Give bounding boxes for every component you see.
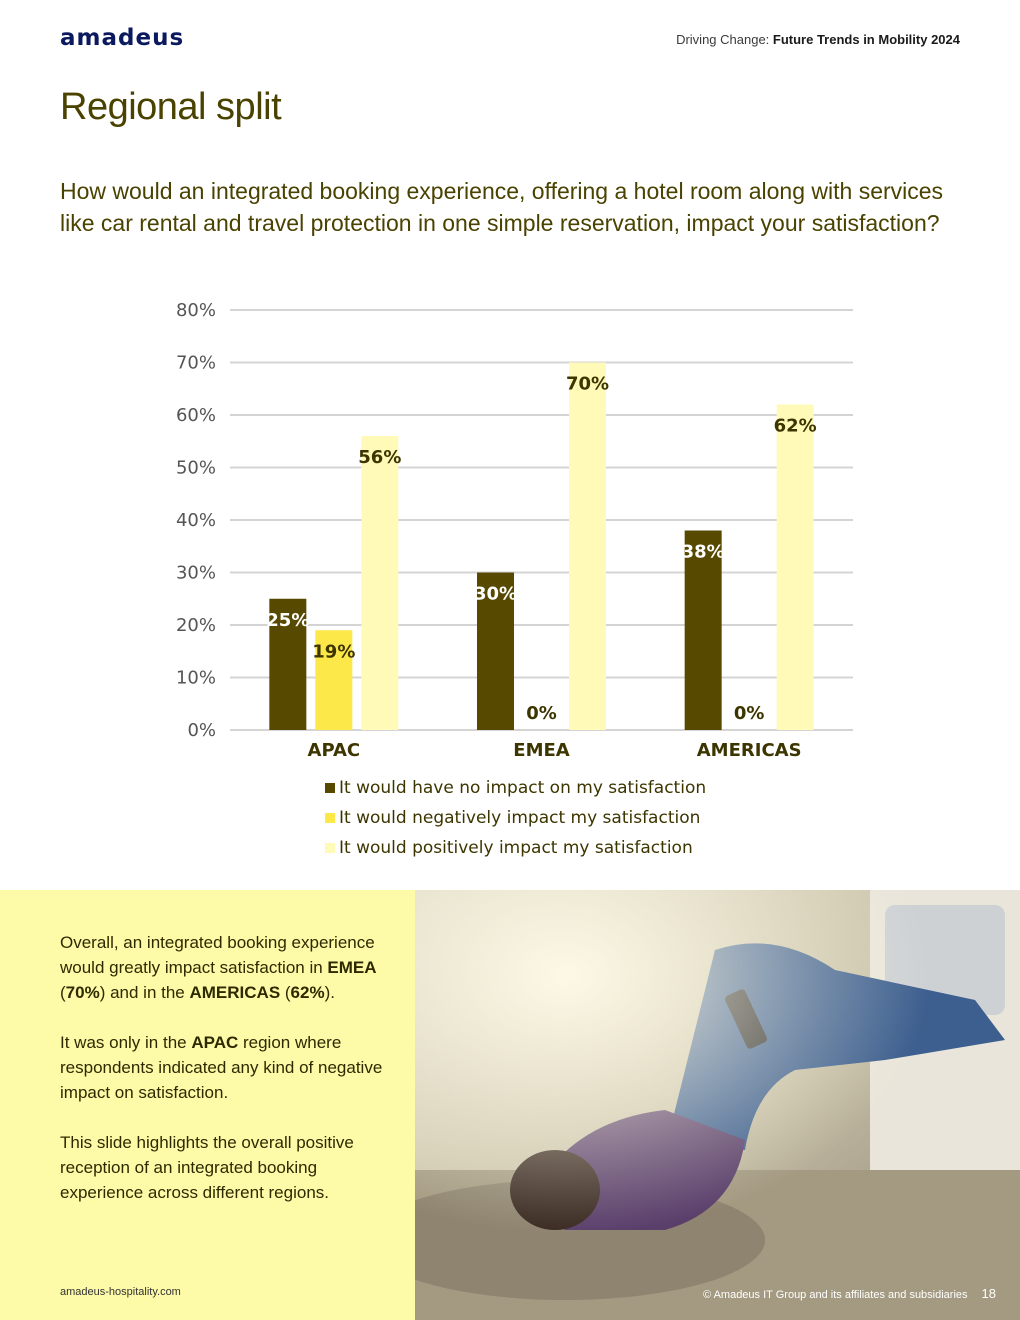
y-tick-label: 20%	[175, 615, 216, 636]
legend-item-negative	[325, 803, 706, 833]
legend-label-positive: It would positively impact my satisfaction	[339, 838, 693, 858]
summary-text	[60, 930, 400, 1230]
amadeus-logo: amadeus	[60, 25, 185, 51]
bar-value-label: 30%	[473, 583, 518, 605]
copyright-text: © Amadeus IT Group and its affiliates and subsidiaries	[703, 1289, 968, 1301]
footer-website: amadeus-hospitality.com	[60, 1286, 181, 1298]
legend-item-no-impact	[325, 773, 706, 803]
photo-woman-using-phone	[415, 890, 1020, 1320]
photo-illustration	[415, 890, 1020, 1320]
legend-swatch-no-impact	[325, 783, 335, 793]
summary-paragraph-3: This slide highlights the overall positive reception of an integrated booking experience across different regions.	[60, 1133, 354, 1202]
summary-paragraph-1	[60, 930, 400, 1005]
page-title: Regional split	[60, 86, 282, 128]
text-bold: 62%	[290, 983, 325, 1002]
legend-item-positive	[325, 833, 706, 863]
bar	[361, 436, 398, 730]
bar-value-label: 0%	[733, 703, 765, 724]
bar-value-label: 19%	[312, 641, 356, 663]
text-bold: EMEA	[327, 958, 377, 977]
text-run: It was only in the	[60, 1033, 192, 1052]
x-category-label: AMERICAS	[696, 740, 802, 761]
chart-legend	[325, 773, 706, 863]
y-tick-label: 50%	[175, 457, 216, 479]
bar-value-label: 70%	[565, 373, 610, 395]
y-tick-label: 40%	[175, 510, 216, 531]
x-category-label: APAC	[307, 740, 361, 761]
y-tick-label: 10%	[175, 667, 216, 689]
light-glow	[415, 890, 1020, 1320]
text-run: (	[60, 983, 66, 1002]
bar-value-label: 38%	[681, 541, 725, 563]
bar-value-label: 62%	[773, 415, 817, 437]
y-tick-label: 60%	[175, 405, 216, 426]
bar-value-label: 25%	[266, 609, 310, 631]
y-tick-label: 0%	[187, 720, 216, 741]
text-bold: APAC	[191, 1033, 239, 1052]
y-tick-label: 80%	[175, 300, 216, 321]
y-tick-label: 30%	[175, 562, 216, 584]
legend-label-negative: It would negatively impact my satisfaction	[339, 808, 701, 828]
y-tick-label: 70%	[175, 352, 216, 374]
footer-copyright	[703, 1286, 996, 1301]
bar	[569, 363, 606, 731]
bar-chart	[0, 290, 1020, 770]
text-run: ).	[324, 983, 335, 1002]
x-category-label: EMEA	[513, 740, 570, 761]
text-run: (	[280, 983, 291, 1002]
survey-question: How would an integrated booking experience, offering a hotel room along with services like car rental and travel protection in one simple reservation, impact your satisfaction?	[60, 178, 944, 236]
legend-swatch-positive	[325, 843, 335, 853]
summary-paragraph-2	[60, 1030, 400, 1105]
report-name: Future Trends in Mobility 2024	[772, 32, 960, 47]
report-prefix: Driving Change:	[676, 32, 773, 47]
legend-label-no-impact: It would have no impact on my satisfaction	[339, 778, 707, 798]
bar-value-label: 56%	[358, 447, 402, 468]
bar-value-label: 0%	[526, 703, 557, 724]
legend-swatch-negative	[325, 813, 335, 823]
bar	[777, 405, 814, 731]
text-run: region where respondents indicated any kind of negative impact on satisfaction.	[60, 1033, 383, 1102]
text-run: Overall, an integrated booking experience would greatly impact satisfaction in	[60, 933, 375, 977]
text-run: ) and in the	[99, 983, 190, 1002]
page-number: 18	[981, 1286, 996, 1301]
text-bold: AMERICAS	[189, 983, 281, 1002]
report-title	[676, 32, 960, 47]
text-bold: 70%	[65, 983, 100, 1002]
